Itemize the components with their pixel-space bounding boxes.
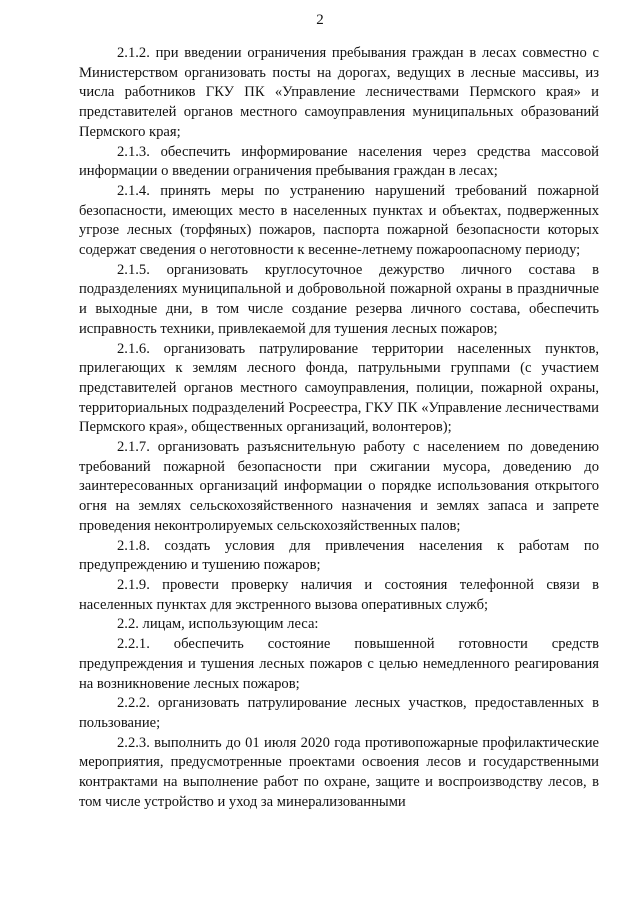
paragraph-2-1-3: 2.1.3. обеспечить информирование населения через средства массовой информации о введении ограничения пребывания граждан в лесах; [79, 143, 599, 180]
page-number: 2 [316, 12, 324, 28]
paragraph-2-2-1: 2.2.1. обеспечить состояние повышенной готовности средств предупреждения и тушения лесных пожаров с целью немедленного реагирования на возникновение лесных пожаров; [79, 636, 599, 692]
paragraph-2-1-8: 2.1.8. создать условия для привлечения населения к работам по предупреждению и тушению пожаров; [79, 537, 599, 574]
paragraph-2-1-6: 2.1.6. организовать патрулирование территории населенных пунктов, прилегающих к землям лесного фонда, патрульными группами (с участием представителей органов местного самоуправления, полиции, пожарной охраны, территориальных подразделений Росреестра, ГКУ ПК «Управление лесничествами Пермского края», общественных организаций, волонтеров); [79, 340, 599, 436]
document-body [79, 44, 599, 812]
paragraph-2-2: 2.2. лицам, использующим леса: [117, 616, 319, 633]
paragraph-2-2-2: 2.2.2. организовать патрулирование лесных участков, предоставленных в пользование; [79, 695, 599, 731]
paragraph-2-2-3: 2.2.3. выполнить до 01 июля 2020 года противопожарные профилактические мероприятия, предусмотренные проектами освоения лесов и государственными контрактами на выполнение работ по охране, защите и воспроизводству лесов, в том числе устройство и уход за минерализованными [79, 734, 599, 810]
paragraph-2-1-9: 2.1.9. провести проверку наличия и состояния телефонной связи в населенных пунктах для экстренного вызова оперативных служб; [79, 576, 599, 613]
paragraph-2-1-4: 2.1.4. принять меры по устранению нарушений требований пожарной безопасности, имеющих место в населенных пунктах и объектах, подверженных угрозе лесных (торфяных) пожаров, паспорта пожарной безопасности которых содержат сведения о неготовности к весенне-летнему пожароопасному периоду; [79, 182, 599, 259]
paragraph-2-1-5: 2.1.5. организовать круглосуточное дежурство личного состава в подразделениях муниципальной и добровольной пожарной охраны в праздничные и выходные дни, в том числе создание резерва личного состава, обеспечить исправность техники, привлекаемой для тушения лесных пожаров; [79, 261, 599, 337]
paragraph-2-1-2: 2.1.2. при введении ограничения пребывания граждан в лесах совместно с Министерством организовать посты на дорогах, ведущих в лесные массивы, из числа работников ГКУ ПК «Управление лесничествами Пермского края» и представителей органов местного самоуправления муниципальных образований Пермского края; [79, 45, 599, 140]
paragraph-2-1-7: 2.1.7. организовать разъяснительную работу с населением по доведению требований пожарной безопасности при сжигании мусора, доведению до заинтересованных организаций информации о порядке использования открытого огня на землях сельскохозяйственного назначения и землях запаса и запрете проведения неконтролируемых сельскохозяйственных палов; [79, 439, 599, 534]
